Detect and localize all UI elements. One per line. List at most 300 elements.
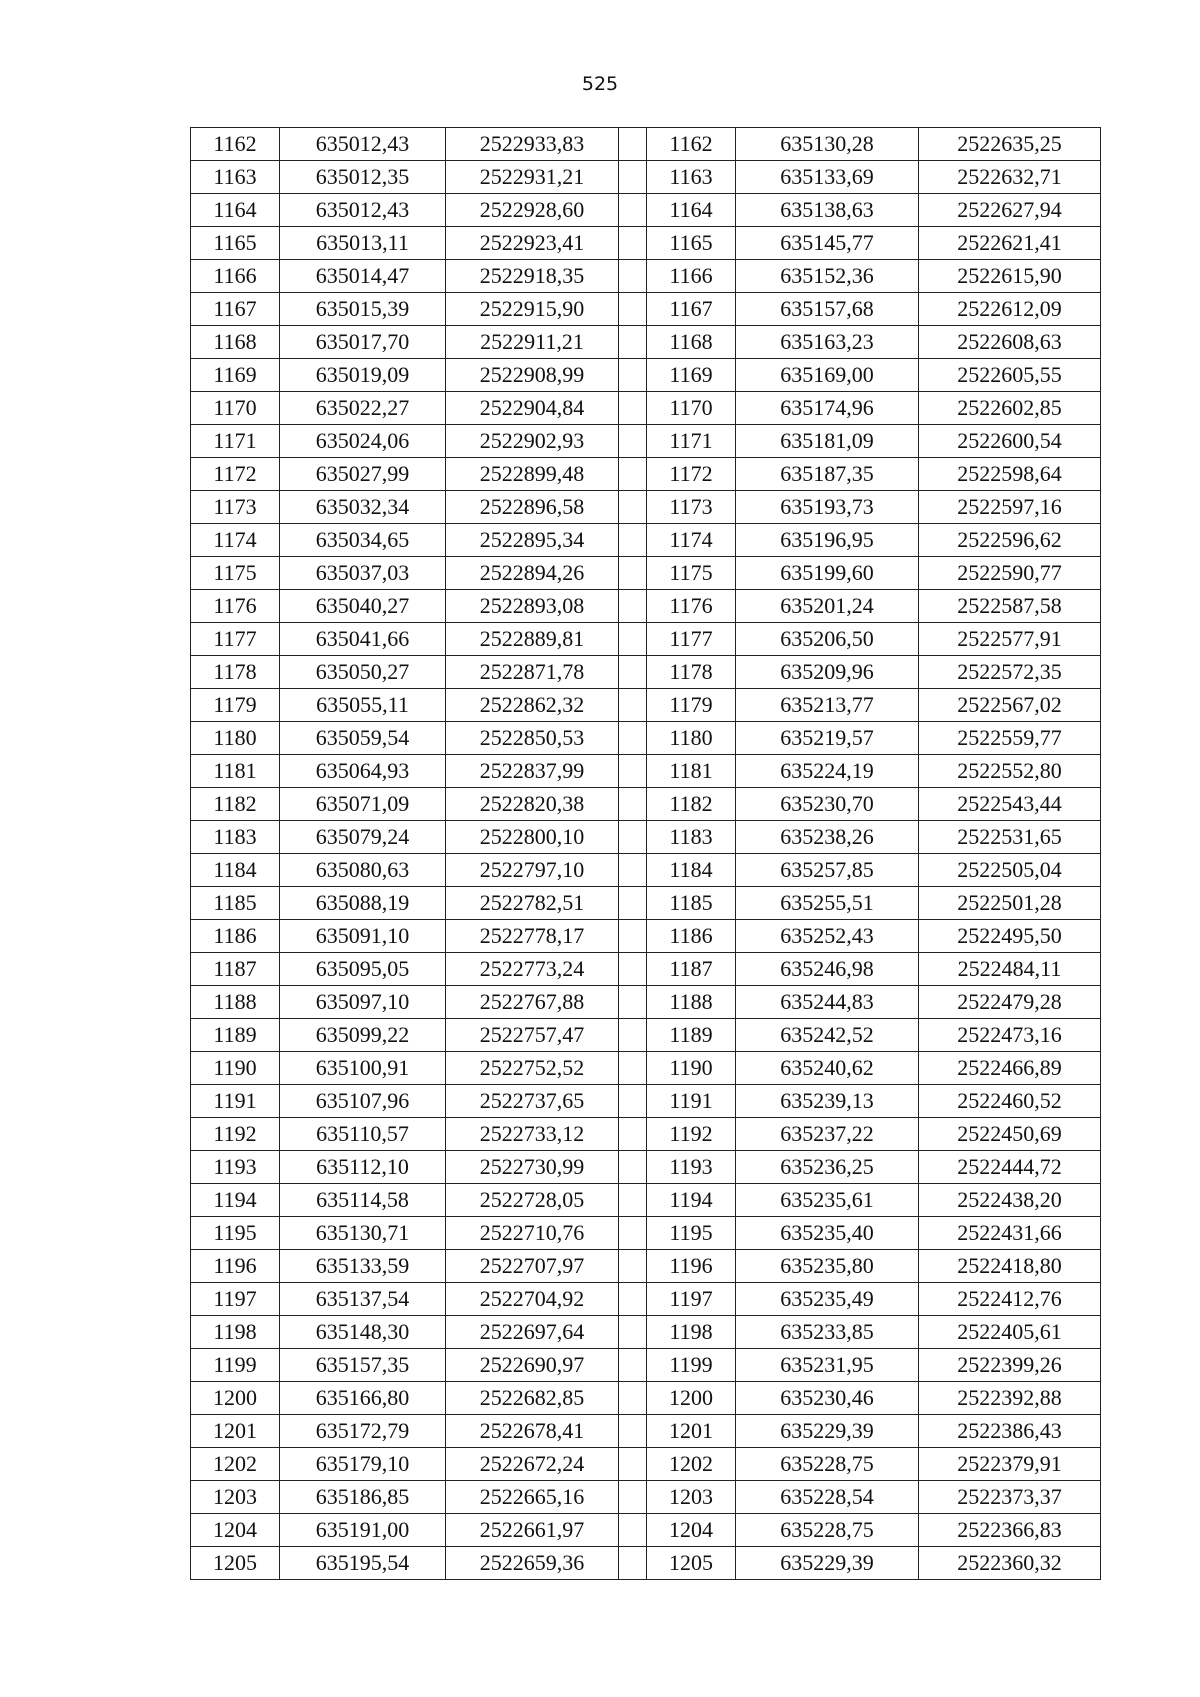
point-number-right: 1187 bbox=[647, 953, 736, 986]
spacer-cell bbox=[619, 590, 647, 623]
y-coordinate-left: 2522894,26 bbox=[446, 557, 619, 590]
spacer-cell bbox=[619, 986, 647, 1019]
y-coordinate-left: 2522707,97 bbox=[446, 1250, 619, 1283]
y-coordinate-right: 2522466,89 bbox=[919, 1052, 1101, 1085]
y-coordinate-left: 2522752,52 bbox=[446, 1052, 619, 1085]
table-row bbox=[191, 755, 1101, 788]
point-number-left: 1189 bbox=[191, 1019, 280, 1052]
y-coordinate-left: 2522737,65 bbox=[446, 1085, 619, 1118]
x-coordinate-left: 635015,39 bbox=[280, 293, 446, 326]
spacer-cell bbox=[619, 722, 647, 755]
point-number-right: 1180 bbox=[647, 722, 736, 755]
page-number: 525 bbox=[581, 73, 619, 95]
y-coordinate-left: 2522730,99 bbox=[446, 1151, 619, 1184]
x-coordinate-right: 635174,96 bbox=[736, 392, 919, 425]
y-coordinate-right: 2522608,63 bbox=[919, 326, 1101, 359]
table-row bbox=[191, 656, 1101, 689]
x-coordinate-left: 635041,66 bbox=[280, 623, 446, 656]
table-row bbox=[191, 920, 1101, 953]
point-number-left: 1197 bbox=[191, 1283, 280, 1316]
table-row bbox=[191, 1052, 1101, 1085]
table-row bbox=[191, 1250, 1101, 1283]
y-coordinate-left: 2522928,60 bbox=[446, 194, 619, 227]
point-number-left: 1194 bbox=[191, 1184, 280, 1217]
x-coordinate-left: 635064,93 bbox=[280, 755, 446, 788]
y-coordinate-left: 2522733,12 bbox=[446, 1118, 619, 1151]
y-coordinate-right: 2522386,43 bbox=[919, 1415, 1101, 1448]
x-coordinate-right: 635228,75 bbox=[736, 1448, 919, 1481]
x-coordinate-right: 635181,09 bbox=[736, 425, 919, 458]
y-coordinate-right: 2522577,91 bbox=[919, 623, 1101, 656]
y-coordinate-right: 2522543,44 bbox=[919, 788, 1101, 821]
point-number-right: 1195 bbox=[647, 1217, 736, 1250]
x-coordinate-right: 635238,26 bbox=[736, 821, 919, 854]
x-coordinate-left: 635114,58 bbox=[280, 1184, 446, 1217]
x-coordinate-left: 635032,34 bbox=[280, 491, 446, 524]
y-coordinate-left: 2522757,47 bbox=[446, 1019, 619, 1052]
y-coordinate-right: 2522360,32 bbox=[919, 1547, 1101, 1580]
y-coordinate-left: 2522782,51 bbox=[446, 887, 619, 920]
spacer-cell bbox=[619, 1151, 647, 1184]
table-row bbox=[191, 491, 1101, 524]
y-coordinate-right: 2522473,16 bbox=[919, 1019, 1101, 1052]
table-row bbox=[191, 260, 1101, 293]
y-coordinate-right: 2522405,61 bbox=[919, 1316, 1101, 1349]
point-number-left: 1192 bbox=[191, 1118, 280, 1151]
x-coordinate-right: 635240,62 bbox=[736, 1052, 919, 1085]
spacer-cell bbox=[619, 953, 647, 986]
point-number-left: 1171 bbox=[191, 425, 280, 458]
spacer-cell bbox=[619, 1382, 647, 1415]
spacer-cell bbox=[619, 491, 647, 524]
y-coordinate-left: 2522710,76 bbox=[446, 1217, 619, 1250]
y-coordinate-left: 2522902,93 bbox=[446, 425, 619, 458]
y-coordinate-left: 2522933,83 bbox=[446, 128, 619, 161]
point-number-left: 1204 bbox=[191, 1514, 280, 1547]
x-coordinate-right: 635230,70 bbox=[736, 788, 919, 821]
y-coordinate-right: 2522379,91 bbox=[919, 1448, 1101, 1481]
y-coordinate-left: 2522672,24 bbox=[446, 1448, 619, 1481]
x-coordinate-left: 635014,47 bbox=[280, 260, 446, 293]
spacer-cell bbox=[619, 788, 647, 821]
y-coordinate-right: 2522621,41 bbox=[919, 227, 1101, 260]
table-row bbox=[191, 1184, 1101, 1217]
x-coordinate-right: 635152,36 bbox=[736, 260, 919, 293]
x-coordinate-right: 635130,28 bbox=[736, 128, 919, 161]
x-coordinate-left: 635112,10 bbox=[280, 1151, 446, 1184]
x-coordinate-left: 635013,11 bbox=[280, 227, 446, 260]
spacer-cell bbox=[619, 392, 647, 425]
point-number-right: 1170 bbox=[647, 392, 736, 425]
x-coordinate-left: 635186,85 bbox=[280, 1481, 446, 1514]
point-number-right: 1164 bbox=[647, 194, 736, 227]
point-number-left: 1183 bbox=[191, 821, 280, 854]
spacer-cell bbox=[619, 128, 647, 161]
point-number-right: 1173 bbox=[647, 491, 736, 524]
point-number-right: 1184 bbox=[647, 854, 736, 887]
table-row bbox=[191, 1118, 1101, 1151]
point-number-right: 1178 bbox=[647, 656, 736, 689]
spacer-cell bbox=[619, 293, 647, 326]
point-number-right: 1171 bbox=[647, 425, 736, 458]
spacer-cell bbox=[619, 1283, 647, 1316]
y-coordinate-right: 2522632,71 bbox=[919, 161, 1101, 194]
y-coordinate-left: 2522773,24 bbox=[446, 953, 619, 986]
point-number-right: 1182 bbox=[647, 788, 736, 821]
spacer-cell bbox=[619, 359, 647, 392]
x-coordinate-right: 635213,77 bbox=[736, 689, 919, 722]
point-number-right: 1186 bbox=[647, 920, 736, 953]
point-number-right: 1201 bbox=[647, 1415, 736, 1448]
spacer-cell bbox=[619, 1052, 647, 1085]
x-coordinate-left: 635095,05 bbox=[280, 953, 446, 986]
point-number-right: 1203 bbox=[647, 1481, 736, 1514]
spacer-cell bbox=[619, 1217, 647, 1250]
x-coordinate-right: 635169,00 bbox=[736, 359, 919, 392]
y-coordinate-right: 2522450,69 bbox=[919, 1118, 1101, 1151]
y-coordinate-right: 2522612,09 bbox=[919, 293, 1101, 326]
point-number-left: 1167 bbox=[191, 293, 280, 326]
x-coordinate-left: 635017,70 bbox=[280, 326, 446, 359]
spacer-cell bbox=[619, 1481, 647, 1514]
y-coordinate-left: 2522665,16 bbox=[446, 1481, 619, 1514]
table-row bbox=[191, 458, 1101, 491]
y-coordinate-right: 2522635,25 bbox=[919, 128, 1101, 161]
table-row bbox=[191, 1547, 1101, 1580]
point-number-right: 1194 bbox=[647, 1184, 736, 1217]
point-number-right: 1199 bbox=[647, 1349, 736, 1382]
point-number-left: 1175 bbox=[191, 557, 280, 590]
point-number-right: 1191 bbox=[647, 1085, 736, 1118]
y-coordinate-left: 2522800,10 bbox=[446, 821, 619, 854]
y-coordinate-left: 2522896,58 bbox=[446, 491, 619, 524]
y-coordinate-left: 2522862,32 bbox=[446, 689, 619, 722]
x-coordinate-left: 635148,30 bbox=[280, 1316, 446, 1349]
spacer-cell bbox=[619, 689, 647, 722]
y-coordinate-left: 2522918,35 bbox=[446, 260, 619, 293]
x-coordinate-left: 635110,57 bbox=[280, 1118, 446, 1151]
spacer-cell bbox=[619, 656, 647, 689]
point-number-right: 1163 bbox=[647, 161, 736, 194]
spacer-cell bbox=[619, 1514, 647, 1547]
x-coordinate-left: 635179,10 bbox=[280, 1448, 446, 1481]
spacer-cell bbox=[619, 854, 647, 887]
x-coordinate-left: 635022,27 bbox=[280, 392, 446, 425]
x-coordinate-left: 635037,03 bbox=[280, 557, 446, 590]
x-coordinate-right: 635163,23 bbox=[736, 326, 919, 359]
spacer-cell bbox=[619, 1547, 647, 1580]
point-number-left: 1201 bbox=[191, 1415, 280, 1448]
point-number-left: 1193 bbox=[191, 1151, 280, 1184]
y-coordinate-right: 2522590,77 bbox=[919, 557, 1101, 590]
table-row bbox=[191, 392, 1101, 425]
table-row bbox=[191, 887, 1101, 920]
table-row bbox=[191, 788, 1101, 821]
y-coordinate-left: 2522931,21 bbox=[446, 161, 619, 194]
x-coordinate-left: 635157,35 bbox=[280, 1349, 446, 1382]
y-coordinate-right: 2522597,16 bbox=[919, 491, 1101, 524]
spacer-cell bbox=[619, 194, 647, 227]
y-coordinate-left: 2522820,38 bbox=[446, 788, 619, 821]
spacer-cell bbox=[619, 425, 647, 458]
y-coordinate-right: 2522438,20 bbox=[919, 1184, 1101, 1217]
y-coordinate-left: 2522682,85 bbox=[446, 1382, 619, 1415]
table-row bbox=[191, 1217, 1101, 1250]
spacer-cell bbox=[619, 755, 647, 788]
point-number-right: 1174 bbox=[647, 524, 736, 557]
x-coordinate-right: 635157,68 bbox=[736, 293, 919, 326]
point-number-left: 1166 bbox=[191, 260, 280, 293]
x-coordinate-left: 635100,91 bbox=[280, 1052, 446, 1085]
point-number-left: 1186 bbox=[191, 920, 280, 953]
point-number-left: 1190 bbox=[191, 1052, 280, 1085]
x-coordinate-right: 635235,40 bbox=[736, 1217, 919, 1250]
y-coordinate-left: 2522889,81 bbox=[446, 623, 619, 656]
point-number-left: 1188 bbox=[191, 986, 280, 1019]
y-coordinate-left: 2522778,17 bbox=[446, 920, 619, 953]
point-number-right: 1192 bbox=[647, 1118, 736, 1151]
table-row bbox=[191, 1349, 1101, 1382]
table-row bbox=[191, 425, 1101, 458]
spacer-cell bbox=[619, 557, 647, 590]
spacer-cell bbox=[619, 1184, 647, 1217]
x-coordinate-right: 635231,95 bbox=[736, 1349, 919, 1382]
x-coordinate-right: 635228,75 bbox=[736, 1514, 919, 1547]
point-number-left: 1177 bbox=[191, 623, 280, 656]
point-number-left: 1198 bbox=[191, 1316, 280, 1349]
y-coordinate-left: 2522899,48 bbox=[446, 458, 619, 491]
x-coordinate-left: 635012,43 bbox=[280, 194, 446, 227]
coordinates-table-body bbox=[191, 128, 1101, 1580]
x-coordinate-right: 635133,69 bbox=[736, 161, 919, 194]
y-coordinate-right: 2522567,02 bbox=[919, 689, 1101, 722]
x-coordinate-left: 635080,63 bbox=[280, 854, 446, 887]
x-coordinate-right: 635138,63 bbox=[736, 194, 919, 227]
x-coordinate-right: 635230,46 bbox=[736, 1382, 919, 1415]
y-coordinate-left: 2522661,97 bbox=[446, 1514, 619, 1547]
spacer-cell bbox=[619, 260, 647, 293]
x-coordinate-left: 635012,43 bbox=[280, 128, 446, 161]
point-number-right: 1188 bbox=[647, 986, 736, 1019]
y-coordinate-right: 2522373,37 bbox=[919, 1481, 1101, 1514]
y-coordinate-right: 2522460,52 bbox=[919, 1085, 1101, 1118]
point-number-right: 1197 bbox=[647, 1283, 736, 1316]
spacer-cell bbox=[619, 1118, 647, 1151]
table-row bbox=[191, 557, 1101, 590]
x-coordinate-left: 635071,09 bbox=[280, 788, 446, 821]
coordinates-table bbox=[190, 127, 1101, 1580]
spacer-cell bbox=[619, 227, 647, 260]
y-coordinate-left: 2522850,53 bbox=[446, 722, 619, 755]
x-coordinate-right: 635255,51 bbox=[736, 887, 919, 920]
point-number-left: 1181 bbox=[191, 755, 280, 788]
table-row bbox=[191, 293, 1101, 326]
table-row bbox=[191, 722, 1101, 755]
y-coordinate-left: 2522704,92 bbox=[446, 1283, 619, 1316]
y-coordinate-left: 2522871,78 bbox=[446, 656, 619, 689]
point-number-left: 1178 bbox=[191, 656, 280, 689]
point-number-left: 1184 bbox=[191, 854, 280, 887]
x-coordinate-right: 635229,39 bbox=[736, 1547, 919, 1580]
point-number-left: 1196 bbox=[191, 1250, 280, 1283]
y-coordinate-right: 2522505,04 bbox=[919, 854, 1101, 887]
x-coordinate-right: 635237,22 bbox=[736, 1118, 919, 1151]
point-number-right: 1185 bbox=[647, 887, 736, 920]
point-number-left: 1173 bbox=[191, 491, 280, 524]
x-coordinate-left: 635059,54 bbox=[280, 722, 446, 755]
point-number-left: 1180 bbox=[191, 722, 280, 755]
y-coordinate-right: 2522431,66 bbox=[919, 1217, 1101, 1250]
table-row bbox=[191, 161, 1101, 194]
x-coordinate-right: 635233,85 bbox=[736, 1316, 919, 1349]
spacer-cell bbox=[619, 161, 647, 194]
spacer-cell bbox=[619, 1349, 647, 1382]
y-coordinate-right: 2522531,65 bbox=[919, 821, 1101, 854]
spacer-cell bbox=[619, 524, 647, 557]
point-number-left: 1191 bbox=[191, 1085, 280, 1118]
point-number-left: 1169 bbox=[191, 359, 280, 392]
y-coordinate-right: 2522501,28 bbox=[919, 887, 1101, 920]
point-number-left: 1162 bbox=[191, 128, 280, 161]
y-coordinate-right: 2522600,54 bbox=[919, 425, 1101, 458]
point-number-left: 1205 bbox=[191, 1547, 280, 1580]
y-coordinate-left: 2522895,34 bbox=[446, 524, 619, 557]
table-row bbox=[191, 1514, 1101, 1547]
y-coordinate-left: 2522797,10 bbox=[446, 854, 619, 887]
y-coordinate-left: 2522767,88 bbox=[446, 986, 619, 1019]
spacer-cell bbox=[619, 326, 647, 359]
point-number-left: 1170 bbox=[191, 392, 280, 425]
point-number-left: 1163 bbox=[191, 161, 280, 194]
spacer-cell bbox=[619, 1415, 647, 1448]
x-coordinate-left: 635088,19 bbox=[280, 887, 446, 920]
y-coordinate-left: 2522915,90 bbox=[446, 293, 619, 326]
x-coordinate-left: 635091,10 bbox=[280, 920, 446, 953]
point-number-left: 1182 bbox=[191, 788, 280, 821]
y-coordinate-right: 2522495,50 bbox=[919, 920, 1101, 953]
y-coordinate-left: 2522837,99 bbox=[446, 755, 619, 788]
x-coordinate-left: 635034,65 bbox=[280, 524, 446, 557]
table-row bbox=[191, 128, 1101, 161]
x-coordinate-right: 635242,52 bbox=[736, 1019, 919, 1052]
y-coordinate-right: 2522479,28 bbox=[919, 986, 1101, 1019]
y-coordinate-left: 2522678,41 bbox=[446, 1415, 619, 1448]
y-coordinate-left: 2522893,08 bbox=[446, 590, 619, 623]
x-coordinate-left: 635027,99 bbox=[280, 458, 446, 491]
x-coordinate-right: 635235,49 bbox=[736, 1283, 919, 1316]
point-number-left: 1164 bbox=[191, 194, 280, 227]
x-coordinate-left: 635097,10 bbox=[280, 986, 446, 1019]
point-number-right: 1189 bbox=[647, 1019, 736, 1052]
x-coordinate-right: 635252,43 bbox=[736, 920, 919, 953]
x-coordinate-left: 635107,96 bbox=[280, 1085, 446, 1118]
x-coordinate-right: 635206,50 bbox=[736, 623, 919, 656]
y-coordinate-right: 2522412,76 bbox=[919, 1283, 1101, 1316]
table-row bbox=[191, 821, 1101, 854]
point-number-left: 1168 bbox=[191, 326, 280, 359]
point-number-left: 1187 bbox=[191, 953, 280, 986]
point-number-left: 1203 bbox=[191, 1481, 280, 1514]
table-row bbox=[191, 1382, 1101, 1415]
point-number-left: 1165 bbox=[191, 227, 280, 260]
x-coordinate-right: 635236,25 bbox=[736, 1151, 919, 1184]
x-coordinate-left: 635191,00 bbox=[280, 1514, 446, 1547]
spacer-cell bbox=[619, 1448, 647, 1481]
point-number-right: 1168 bbox=[647, 326, 736, 359]
x-coordinate-right: 635229,39 bbox=[736, 1415, 919, 1448]
x-coordinate-right: 635239,13 bbox=[736, 1085, 919, 1118]
y-coordinate-right: 2522572,35 bbox=[919, 656, 1101, 689]
point-number-right: 1202 bbox=[647, 1448, 736, 1481]
x-coordinate-left: 635050,27 bbox=[280, 656, 446, 689]
spacer-cell bbox=[619, 1019, 647, 1052]
table-row bbox=[191, 524, 1101, 557]
y-coordinate-right: 2522615,90 bbox=[919, 260, 1101, 293]
point-number-left: 1172 bbox=[191, 458, 280, 491]
x-coordinate-right: 635187,35 bbox=[736, 458, 919, 491]
y-coordinate-right: 2522602,85 bbox=[919, 392, 1101, 425]
y-coordinate-right: 2522418,80 bbox=[919, 1250, 1101, 1283]
spacer-cell bbox=[619, 887, 647, 920]
table-row bbox=[191, 1283, 1101, 1316]
point-number-right: 1196 bbox=[647, 1250, 736, 1283]
point-number-left: 1185 bbox=[191, 887, 280, 920]
y-coordinate-left: 2522728,05 bbox=[446, 1184, 619, 1217]
x-coordinate-right: 635209,96 bbox=[736, 656, 919, 689]
point-number-right: 1166 bbox=[647, 260, 736, 293]
x-coordinate-right: 635228,54 bbox=[736, 1481, 919, 1514]
point-number-right: 1165 bbox=[647, 227, 736, 260]
x-coordinate-left: 635133,59 bbox=[280, 1250, 446, 1283]
table-row bbox=[191, 590, 1101, 623]
y-coordinate-right: 2522605,55 bbox=[919, 359, 1101, 392]
x-coordinate-right: 635193,73 bbox=[736, 491, 919, 524]
table-row bbox=[191, 854, 1101, 887]
point-number-left: 1195 bbox=[191, 1217, 280, 1250]
x-coordinate-left: 635172,79 bbox=[280, 1415, 446, 1448]
point-number-right: 1169 bbox=[647, 359, 736, 392]
y-coordinate-left: 2522697,64 bbox=[446, 1316, 619, 1349]
point-number-right: 1204 bbox=[647, 1514, 736, 1547]
x-coordinate-right: 635145,77 bbox=[736, 227, 919, 260]
x-coordinate-right: 635257,85 bbox=[736, 854, 919, 887]
y-coordinate-right: 2522559,77 bbox=[919, 722, 1101, 755]
table-row bbox=[191, 1085, 1101, 1118]
y-coordinate-right: 2522552,80 bbox=[919, 755, 1101, 788]
spacer-cell bbox=[619, 821, 647, 854]
y-coordinate-right: 2522598,64 bbox=[919, 458, 1101, 491]
spacer-cell bbox=[619, 1085, 647, 1118]
table-row bbox=[191, 194, 1101, 227]
y-coordinate-left: 2522690,97 bbox=[446, 1349, 619, 1382]
x-coordinate-left: 635079,24 bbox=[280, 821, 446, 854]
table-row bbox=[191, 1481, 1101, 1514]
point-number-right: 1205 bbox=[647, 1547, 736, 1580]
table-row bbox=[191, 623, 1101, 656]
point-number-right: 1183 bbox=[647, 821, 736, 854]
point-number-right: 1162 bbox=[647, 128, 736, 161]
table-row bbox=[191, 1316, 1101, 1349]
x-coordinate-left: 635130,71 bbox=[280, 1217, 446, 1250]
x-coordinate-right: 635219,57 bbox=[736, 722, 919, 755]
point-number-right: 1200 bbox=[647, 1382, 736, 1415]
y-coordinate-right: 2522444,72 bbox=[919, 1151, 1101, 1184]
table-row bbox=[191, 1415, 1101, 1448]
table-row bbox=[191, 689, 1101, 722]
point-number-left: 1176 bbox=[191, 590, 280, 623]
x-coordinate-right: 635246,98 bbox=[736, 953, 919, 986]
x-coordinate-left: 635019,09 bbox=[280, 359, 446, 392]
